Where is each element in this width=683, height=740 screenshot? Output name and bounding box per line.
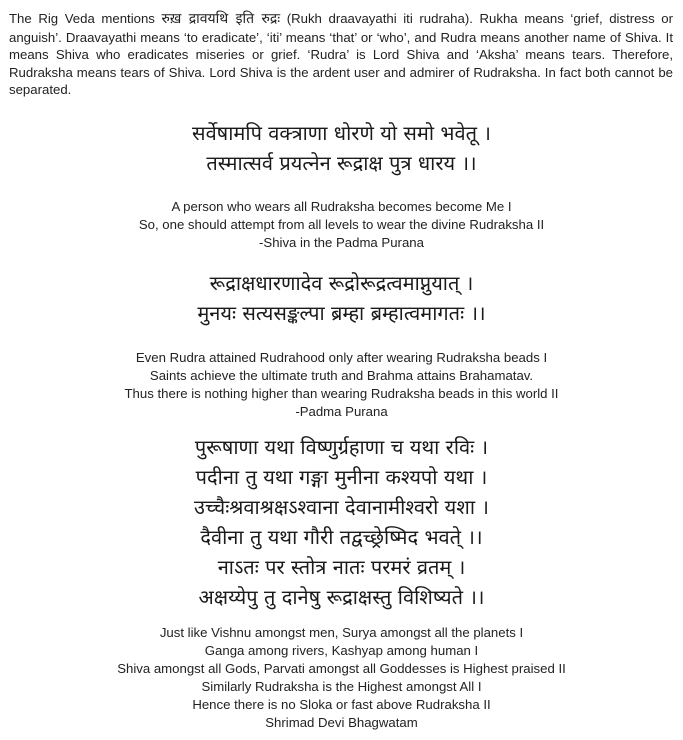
verse-line: नाऽतः पर स्तोत्र नातः परमरं व्रतम् ।	[217, 555, 466, 579]
verse-line: पुरूषाणा यथा विष्णुर्ग्रहाणा च यथा रविः ।	[194, 435, 489, 459]
verse-line: दैवीना तु यथा गौरी तद्वच्छ्रेष्मिद भवते् ।।	[200, 525, 483, 549]
verse-1	[0, 118, 683, 178]
intro-text-before: The Rig Veda mentions	[9, 11, 162, 26]
translation-attribution: Shrimad Devi Bhagwatam	[265, 715, 418, 730]
translation-attribution: -Padma Purana	[295, 404, 388, 419]
intro-sanskrit-phrase: रुख़ द्रावयथि इति रुद्रः	[161, 11, 281, 27]
translation-line: Shiva amongst all Gods, Parvati amongst all Goddesses is Highest praised II	[117, 661, 566, 676]
verse-line: अक्षय्येपु तु दानेषु रूद्राक्षस्तु विशिष्यते ।।	[198, 585, 485, 609]
verse-line: रूद्राक्षधारणादेव रूद्रोरूद्रत्वमाप्नुयात् ।	[209, 271, 474, 295]
translation-1	[0, 198, 683, 252]
translation-2	[0, 349, 683, 421]
verse-line: मुनयः सत्यसङ्कल्पा ब्रम्हा ब्रम्हात्वमागतः ।।	[197, 301, 486, 325]
translation-line: Ganga among rivers, Kashyap among human I	[204, 643, 479, 658]
translation-line: Even Rudra attained Rudrahood only after wearing Rudraksha beads I	[135, 350, 548, 365]
verse-line: उच्चैःश्रवाश्रक्षऽश्वाना देवानामीश्वरो यशा ।	[194, 495, 489, 519]
translation-attribution: -Shiva in the Padma Purana	[259, 235, 424, 250]
translation-line: Saints achieve the ultimate truth and Brahma attains Brahamatav.	[149, 368, 534, 383]
verse-2	[0, 268, 683, 328]
translation-line: Similarly Rudraksha is the Highest amongst All I	[201, 679, 482, 694]
translation-line: Thus there is nothing higher than wearing Rudraksha beads in this world II	[124, 386, 559, 401]
translation-line: Just like Vishnu amongst men, Surya amongst all the planets I	[159, 625, 524, 640]
intro-text-after: (Rukh draavayathi iti rudraha). Rukha means ‘grief, distress or anguish’. Draavayathi means ‘to eradicate’, ‘iti’ means ‘that’ or ‘who’, and Rudra means another name of Shiva. It means Shiva who eradicates miseries or grief. ‘Rudra’ is Lord Shiva and ‘Aksha’ means tears. Therefore, Rudraksha means tears of Shiva. Lord Shiva is the ardent user and admirer of Rudraksha. In fact both cannot be separated.	[9, 11, 673, 98]
intro-paragraph	[9, 10, 673, 99]
verse-line: तस्मात्सर्व प्रयत्नेन रूद्राक्ष पुत्र धारय ।।	[206, 151, 477, 175]
translation-3	[0, 624, 683, 732]
translation-line: A person who wears all Rudraksha becomes become Me I	[171, 199, 512, 214]
verse-line: पदीना तु यथा गङ्गा मुनीना कश्यपो यथा ।	[195, 465, 488, 489]
translation-line: Hence there is no Sloka or fast above Rudraksha II	[192, 697, 491, 712]
translation-line: So, one should attempt from all levels to wear the divine Rudraksha II	[138, 217, 545, 232]
verse-3	[0, 432, 683, 612]
verse-line: सर्वेषामपि वक्त्राणा धोरणे यो समो भवेतू ।	[192, 121, 491, 145]
